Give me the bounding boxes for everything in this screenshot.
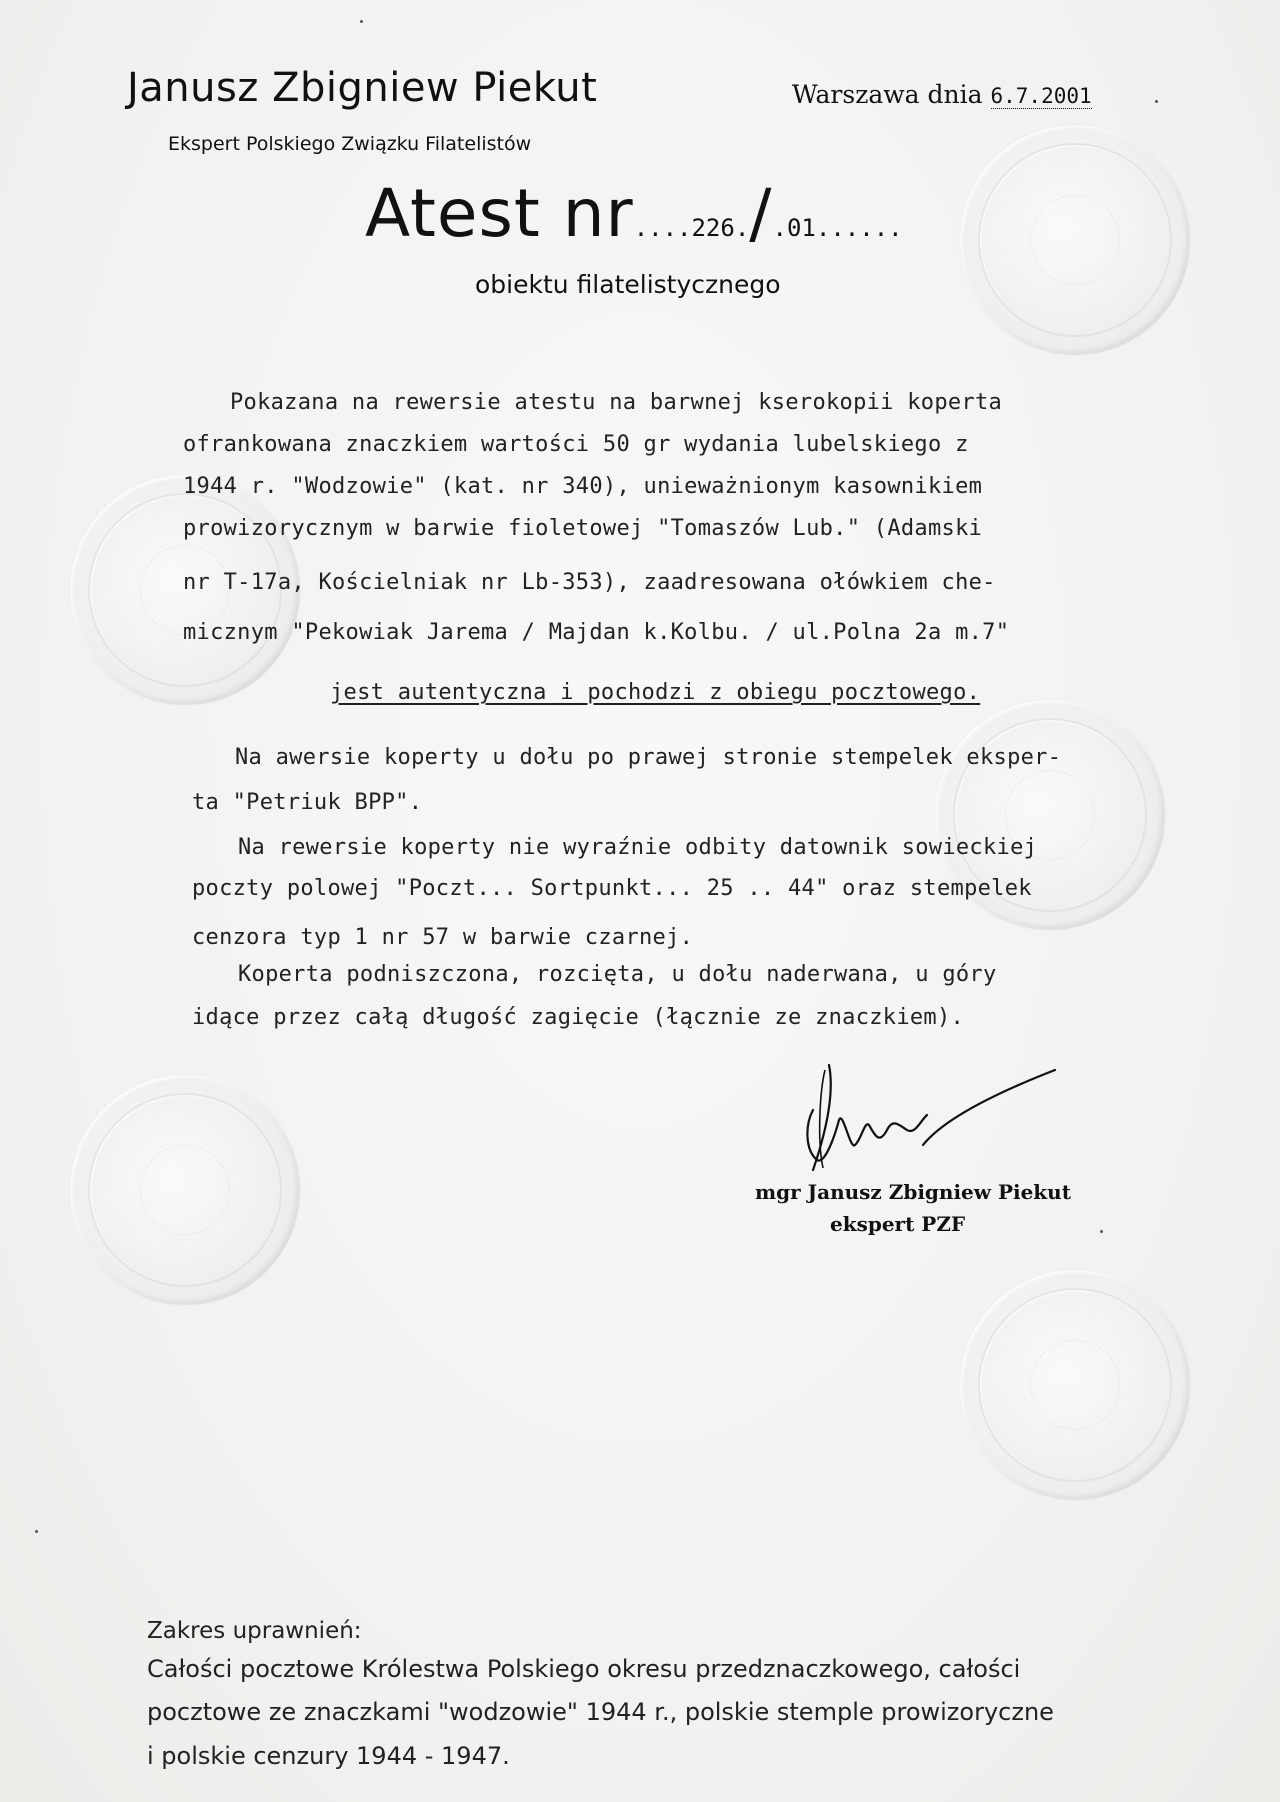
body-line: cenzora typ 1 nr 57 w barwie czarnej.: [192, 925, 694, 950]
issuer-subtitle: Ekspert Polskiego Związku Filatelistów: [168, 133, 532, 155]
body-line: poczty polowej "Poczt... Sortpunkt... 25 .. 44" oraz stempelek: [192, 876, 1032, 901]
signer-name: mgr Janusz Zbigniew Piekut: [755, 1180, 1071, 1204]
scope-line: Całości pocztowe Królestwa Polskiego okresu przedznaczkowego, całości: [147, 1655, 1021, 1683]
issue-date: [792, 80, 1092, 109]
body-line: Koperta podniszczona, rozcięta, u dołu naderwana, u góry: [238, 962, 997, 987]
paper-speck: [1155, 100, 1158, 103]
scope-line: pocztowe ze znaczkami "wodzowie" 1944 r., polskie stemple prowizoryczne: [147, 1698, 1054, 1726]
certificate-title: Atest nr....226./.01......: [365, 175, 903, 252]
certificate-number: 226.: [691, 214, 750, 242]
paper-speck: [35, 1530, 38, 1533]
body-line: Pokazana na rewersie atestu na barwnej kserokopii koperta: [230, 390, 1003, 415]
body-line: ofrankowana znaczkiem wartości 50 gr wydania lubelskiego z: [183, 432, 969, 457]
date-prefix: Warszawa dnia: [792, 80, 983, 109]
certificate-year: 01: [786, 214, 816, 242]
paper-speck: [360, 20, 363, 23]
signer-title: ekspert PZF: [830, 1212, 966, 1236]
body-line: ta "Petriuk BPP".: [192, 790, 423, 815]
body-line: prowizorycznym w barwie fioletowej "Tomaszów Lub." (Adamski: [183, 516, 983, 541]
certificate-label: Atest nr: [365, 175, 634, 252]
verdict-statement: jest autentyczna i pochodzi z obiegu pocztowego.: [330, 680, 981, 705]
paper-speck: [1100, 1230, 1103, 1233]
embossed-seal: [960, 125, 1190, 355]
issuer-name: Janusz Zbigniew Piekut: [127, 65, 598, 111]
body-line: 1944 r. "Wodzowie" (kat. nr 340), unieważnionym kasownikiem: [183, 474, 983, 499]
handwritten-signature: [795, 1050, 1075, 1190]
scope-label: Zakres uprawnień:: [147, 1618, 362, 1644]
body-line: micznym "Pekowiak Jarema / Majdan k.Kolbu. / ul.Polna 2a m.7": [183, 620, 1010, 645]
body-line: Na awersie koperty u dołu po prawej stronie stempelek eksper-: [235, 745, 1062, 770]
body-line: idące przez całą długość zagięcie (łącznie ze znaczkiem).: [192, 1005, 965, 1030]
date-value: 6.7.2001: [990, 84, 1092, 108]
scope-line: i polskie cenzury 1944 - 1947.: [147, 1742, 510, 1770]
body-line: nr T-17a, Kościelniak nr Lb-353), zaadresowana ołówkiem che-: [183, 570, 996, 595]
embossed-seal: [960, 1270, 1190, 1500]
body-line: Na rewersie koperty nie wyraźnie odbity datownik sowieckiej: [238, 835, 1038, 860]
certificate-subtitle: obiektu filatelistycznego: [475, 270, 781, 299]
embossed-seal: [70, 1075, 300, 1305]
